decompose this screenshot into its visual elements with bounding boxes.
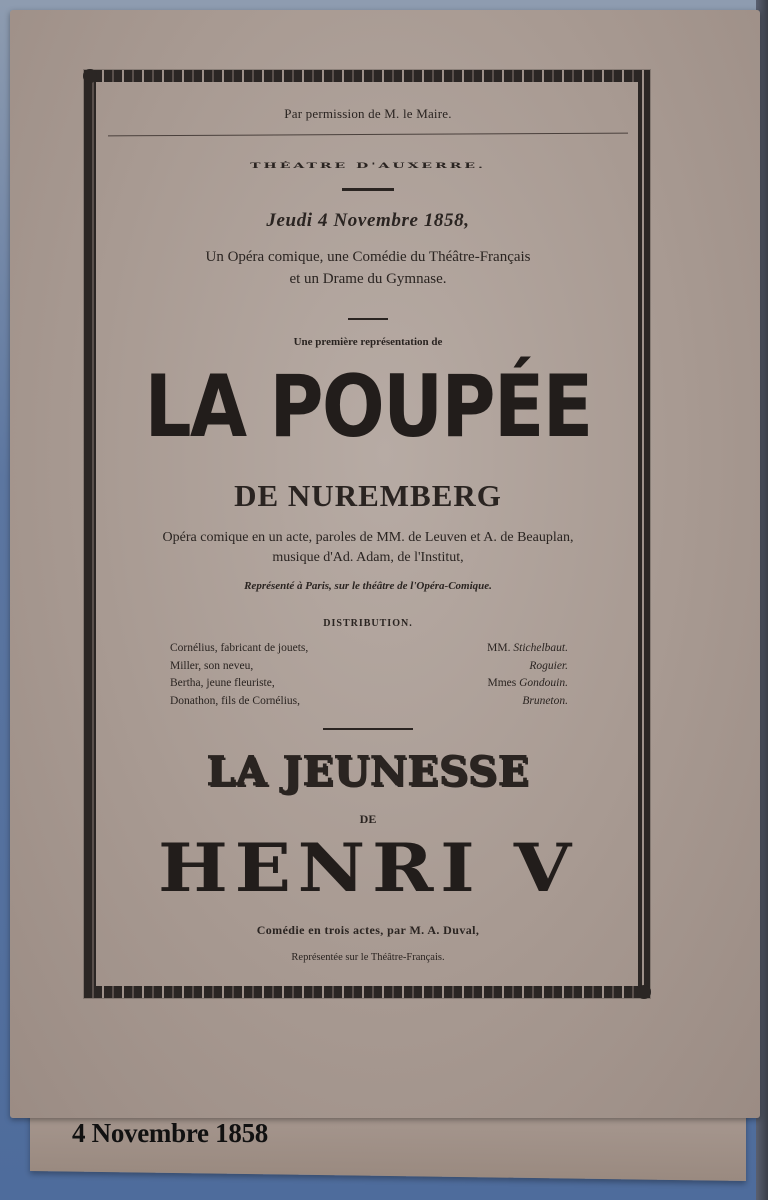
cast-row	[170, 658, 568, 676]
poster-content	[108, 100, 628, 980]
theatre-name: THÉATRE D'AUXERRE.	[250, 161, 486, 171]
program-summary	[108, 246, 628, 290]
short-divider	[342, 188, 394, 191]
cast-actor	[529, 658, 568, 676]
play1-subtitle: DE NUREMBERG	[234, 478, 502, 513]
actor-name: Roguier.	[529, 659, 568, 672]
cast-role: Cornélius, fabricant de jouets,	[170, 642, 309, 654]
actor-name: Stichelbaut.	[513, 642, 568, 654]
actor-name: Bruneton.	[522, 694, 568, 707]
actor-name: Gondouin.	[519, 677, 568, 689]
divider-rule	[108, 133, 628, 137]
cast-row	[170, 675, 568, 693]
cast-list	[170, 640, 568, 710]
cast-prefix: MM.	[487, 642, 511, 654]
play2-description: Comédie en trois actes, par M. A. Duval,	[256, 923, 480, 937]
play2-represented: Représentée sur le Théâtre-Français.	[291, 952, 445, 963]
cast-prefix: Mmes	[487, 677, 517, 689]
play2-title-main: HENRI V	[158, 829, 578, 907]
play2-title-line1: LA JEUNESSE	[206, 748, 530, 795]
cast-actor	[487, 640, 568, 658]
play1-credits	[108, 528, 628, 568]
credits-line: Opéra comique en un acte, paroles de MM. de Leuven et A. de Beauplan,	[162, 530, 574, 545]
cast-role: Miller, son neveu,	[170, 659, 254, 672]
performance-date: Jeudi 4 Novembre 1858,	[266, 210, 470, 231]
section-divider	[323, 728, 413, 730]
date-caption: 4 Novembre 1858	[72, 1118, 268, 1148]
premiere-note: Une première représentation de	[293, 336, 443, 348]
cast-row	[170, 693, 568, 711]
credits-line: musique d'Ad. Adam, de l'Institut,	[272, 550, 464, 565]
play1-represented: Représenté à Paris, sur le théâtre de l'Opéra-Comique.	[244, 580, 492, 592]
short-divider	[348, 318, 388, 320]
cast-row	[170, 640, 568, 658]
program-line: et un Drame du Gymnase.	[289, 271, 447, 287]
permission-line: Par permission de M. le Maire.	[284, 106, 452, 121]
play1-title: LA POUPÉE	[144, 357, 592, 457]
cast-actor	[522, 693, 568, 711]
cast-actor	[488, 675, 569, 693]
cast-role: Donathon, fils de Cornélius,	[170, 694, 300, 707]
program-line: Un Opéra comique, une Comédie du Théâtre-Français	[205, 249, 531, 265]
cast-role: Bertha, jeune fleuriste,	[170, 677, 275, 689]
distribution-heading: DISTRIBUTION.	[323, 618, 413, 629]
play2-title-de: DE	[359, 812, 377, 826]
